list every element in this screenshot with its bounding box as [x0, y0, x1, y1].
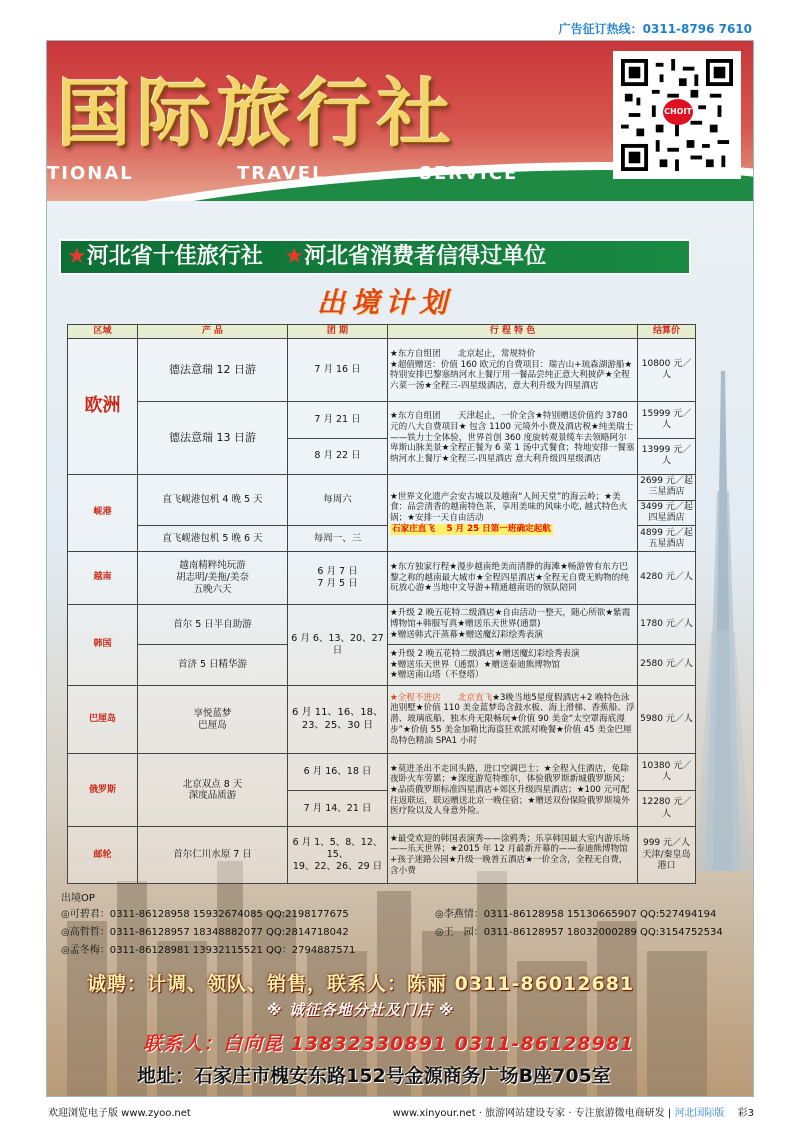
area-bali: 巴厘岛 — [68, 685, 138, 754]
col-header-product: 产 品 — [138, 325, 288, 339]
col-header-features: 行 程 特 色 — [388, 325, 638, 339]
product-name[interactable]: 享悦蓝梦 巴厘岛 — [138, 685, 288, 754]
tour-date: 7 月 14、21 日 — [288, 790, 388, 826]
tour-table — [67, 324, 696, 884]
area-russia: 俄罗斯 — [68, 754, 138, 827]
honor-banner — [59, 239, 691, 275]
area-vietnam: 越南 — [68, 552, 138, 605]
star-icon: ★ — [67, 244, 87, 269]
tour-features: ★升级 2 晚五花特二级酒店★赠送魔幻彩绘秀表演 ★赠送乐天世界（通票）★赠送泰迪熊博物馆 ★赠送南山塔（不登塔） — [388, 645, 638, 685]
product-name[interactable]: 首尔仁川水原 7 日 — [138, 827, 288, 884]
tour-price: 4280 元／人 — [638, 552, 696, 605]
tour-date: 6 月 7 日 7 月 5 日 — [288, 552, 388, 605]
tour-date: 6 月 11、16、18、 23、25、30 日 — [288, 685, 388, 754]
tour-price: 5980 元／人 — [638, 685, 696, 754]
contact-person: 联系人：白向昆 13832330891 0311-86128981 — [143, 1033, 635, 1055]
tour-date: 7 月 21 日 — [288, 402, 388, 438]
branch-wanted-notice: ※ 诚征各地分社及门店 ※ — [267, 1001, 455, 1019]
col-header-price: 结算价 — [638, 325, 696, 339]
contact-entry: ◎王 园：0311-86128957 18032000289 QQ:3154752534 — [435, 927, 723, 938]
office-address: 地址：石家庄市槐安东路152号金源商务广场B座705室 — [137, 1065, 611, 1087]
tour-price: 1780 元／人 — [638, 604, 696, 644]
table-header-row — [68, 325, 696, 339]
agency-title: 国际旅行社 — [57, 71, 457, 157]
qr-code[interactable] — [613, 51, 741, 179]
tour-date: 每周一、三 — [288, 526, 388, 552]
qr-brand-logo: CHOIT — [663, 99, 693, 125]
product-name[interactable]: 越南精粹纯玩游 胡志明/美拖/美奈 五晚六天 — [138, 552, 288, 605]
contact-entry: ◎高哲哲：0311-86128957 18348882077 QQ:2814718042 — [61, 927, 349, 938]
op-label: 出境OP — [61, 893, 95, 904]
tour-features — [388, 474, 638, 551]
area-korea: 韩国 — [68, 604, 138, 685]
header — [47, 41, 754, 201]
table-row — [68, 402, 696, 438]
tour-features: ★升级 2 晚五花特二级酒店★自由活动一整天，随心所欲★紫霞博物馆+韩服写真★赠送乐天世界(通票) ★赠送韩式汗蒸幕★赠送魔幻彩绘秀表演 — [388, 604, 638, 644]
contact-entry: ◎可碧君：0311-86128958 15932674085 QQ:2198177675 — [61, 909, 349, 920]
product-name[interactable]: 首尔 5 日半自助游 — [138, 604, 288, 644]
contact-entry: ◎孟冬梅：0311-86128981 13932115521 QQ：2794887571 — [61, 945, 356, 956]
tour-price: 13999 元／人 — [638, 438, 696, 474]
tour-price: 3499 元／起 四星酒店 — [638, 500, 696, 526]
subtitle-national: TIONAL — [47, 163, 134, 184]
table-row — [68, 552, 696, 605]
tour-date: 6 月 1、5、8、12、15、 19、22、26、29 日 — [288, 827, 388, 884]
first-flight-highlight: 石家庄直飞 5 月 25 日第一班确定起航 — [392, 523, 551, 534]
tour-features: ★东方自组团 北京起止，常规特价 ★超值赠送：价值 160 欧元的自费项目：瑞吉山+琉森湖游船★ 特别安排巴黎塞纳河水上餐厅用一餐品尝纯正意大利披萨★全程六菜一汤★全程三-四星级酒店，意大利升级为四星酒店 — [388, 339, 638, 402]
honor-top-ten: 河北省十佳旅行社 — [86, 244, 263, 269]
no-shopping-note: ★全程不进店 北京直飞 — [390, 692, 493, 703]
tour-price: 999 元／人 天津/秦皇岛 港口 — [638, 827, 696, 884]
tour-date: 8 月 22 日 — [288, 438, 388, 474]
tour-features: ★东方自组团 天津起止，一价全含★特别赠送价值约 3780 元的八大自费项目★ 包含 1100 元境外小费及酒店税★纯美瑞士——铁力士全体验，世界首创 360 度旋转观景缆车去领略阿尔卑斯山脉美景★全程正餐为 6 菜 1 汤中式餐食；特地安排一餐塞纳河水上餐厅★全程三-四星酒店 意大利升级四星级酒店 — [388, 402, 638, 475]
tour-price: 15999 元／人 — [638, 402, 696, 438]
footer-website[interactable]: 欢迎浏览电子版 www.zyoo.net — [48, 1108, 191, 1119]
table-row — [68, 474, 696, 500]
product-name[interactable]: 直飞岘港包机 5 晚 6 天 — [138, 526, 288, 552]
tour-features: ★最受欢迎的韩国表演秀——涂鸦秀；乐享韩国最大室内游乐场——乐天世界；★2015 年 12 月最新开幕的——泰迪熊博物馆+孩子迷路公园★升级一晚普五酒店★一价全含，全程无自费，含小费 — [388, 827, 638, 884]
product-name[interactable]: 首济 5 日精华游 — [138, 645, 288, 685]
table-row — [68, 339, 696, 402]
tour-price: 10800 元／人 — [638, 339, 696, 402]
tour-features — [388, 685, 638, 754]
table-row — [68, 754, 696, 790]
tour-date: 每周六 — [288, 474, 388, 526]
tour-price: 10380 元／人 — [638, 754, 696, 790]
honor-consumer-trust: 河北省消费者信得过单位 — [304, 244, 547, 269]
tour-price: 4899 元／起 五星酒店 — [638, 526, 696, 552]
subtitle-service: SERVICE — [419, 163, 519, 184]
table-row — [68, 604, 696, 644]
product-name[interactable]: 北京双点 8 天 深度品质游 — [138, 754, 288, 827]
area-europe: 欧洲 — [68, 339, 138, 475]
footer-site-text[interactable]: www.xinyour.net · 旅游网站建设专家 · 专注旅游微电商研发 — [392, 1108, 665, 1119]
tour-table-wrapper — [67, 324, 695, 884]
col-header-area: 区域 — [68, 325, 138, 339]
skyscraper-illustration — [693, 371, 753, 871]
tour-features: ★莫进圣出不走回头路，进口空调巴士；★全程入住酒店，免除夜卧火车劳累；★深度游览特维尔，体验俄罗斯新城俄罗斯风；★品质俄罗斯标准四星酒店+郊区升级四星酒店；★100 元可配往返联运，联运赠送北京一晚住宿；★赠送双份保险俄罗斯境外医疗险以及人身意外险。 — [388, 754, 638, 827]
col-header-dates: 团 期 — [288, 325, 388, 339]
features-text: ★3晚当地5星度假酒店+2 晚特色泳池别墅★价值 110 美金蓝梦岛含鼓水板、海上滑梯、香蕉船、浮潜、玻璃底船、独木舟无限畅玩★价值 90 美金“太空罩海底漫步”★价值 55 美金加勒比海盗狂欢派对晚餐★价值 45 美金巴厘岛特色精油 SPA1 小时 — [390, 692, 635, 746]
tour-date: 6 月 16、18 日 — [288, 754, 388, 790]
footer-edition: 河北国际版 — [674, 1108, 725, 1119]
table-row — [68, 827, 696, 884]
subtitle-travel: TRAVEL — [237, 163, 326, 184]
footer-info: www.xinyour.net · 旅游网站建设专家 · 专注旅游微电商研发 | 河北国际版 彩3 — [392, 1108, 754, 1119]
recruitment-notice: 诚聘：计调、领队、销售，联系人：陈丽 0311-86012681 — [87, 973, 635, 995]
tour-price: 12280 元／人 — [638, 790, 696, 826]
ad-hotline: 广告征订热线：0311-8796 7610 — [558, 22, 752, 36]
tour-price: 2699 元／起 三星酒店 — [638, 474, 696, 500]
product-name[interactable]: 德法意瑞 12 日游 — [138, 339, 288, 402]
area-danang: 岘港 — [68, 474, 138, 551]
contact-entry: ◎李燕情：0311-86128958 15130665907 QQ:527494194 — [435, 909, 717, 920]
product-name[interactable]: 德法意瑞 13 日游 — [138, 402, 288, 475]
outbound-plan-title: 出境计划 — [317, 286, 454, 319]
tour-date: 7 月 16 日 — [288, 339, 388, 402]
tour-date: 6 月 6、13、20、27 日 — [288, 604, 388, 685]
page-number: 彩3 — [737, 1108, 754, 1119]
flyer-frame — [46, 40, 754, 1097]
tour-price: 2580 元／人 — [638, 645, 696, 685]
star-icon: ★ — [284, 244, 305, 269]
table-row — [68, 685, 696, 754]
product-name[interactable]: 直飞岘港包机 4 晚 5 天 — [138, 474, 288, 526]
tour-features: ★东方独家行程★漫步越南绝美而清静的海滩★畅游曾有东方巴黎之称的越南最大城市★全程四星酒店★全程无自费无购物的纯玩放心游★当地中文导游+精通越南语的领队陪同 — [388, 552, 638, 605]
features-text: ★世界文化遗产会安古城以及越南“人间天堂”的海云岭；★美食：品尝清香的越南特色茶，享用美味的风味小吃, 越式特色火锅；★安排一天自由活动 — [390, 491, 628, 524]
area-cruise: 邮轮 — [68, 827, 138, 884]
